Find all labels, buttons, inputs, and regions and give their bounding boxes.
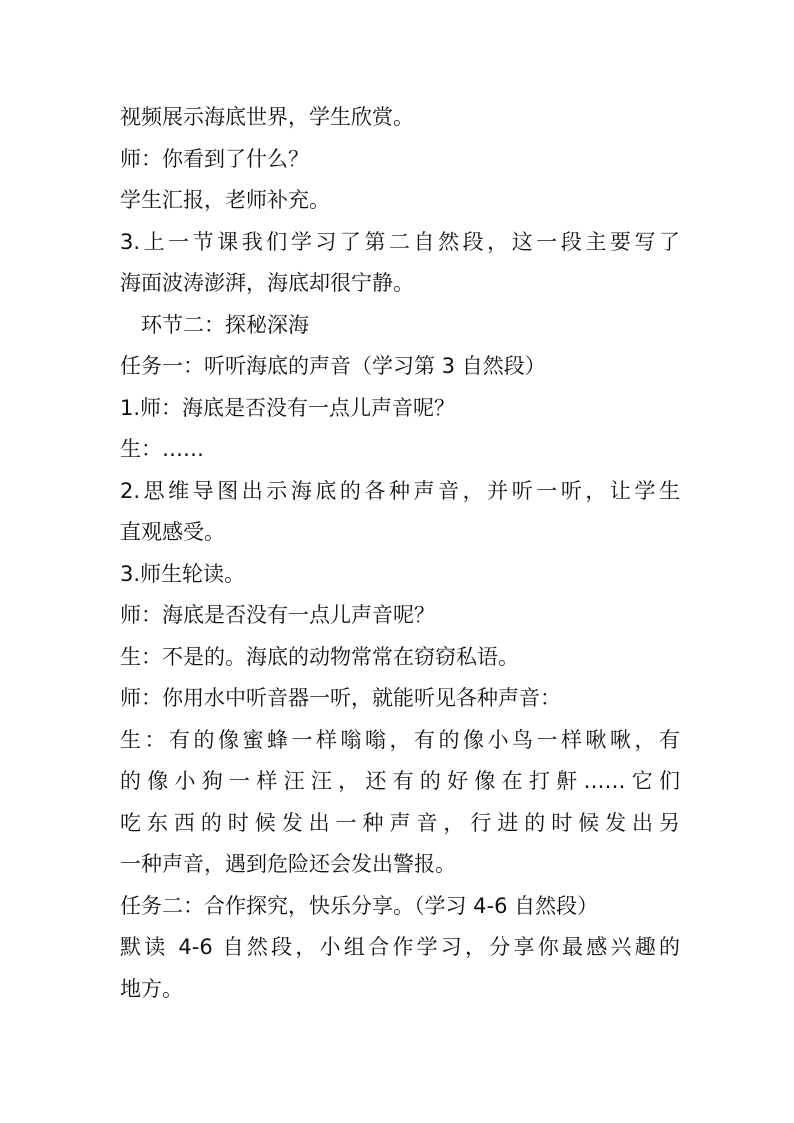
paragraph-line: 海面波涛澎湃，海底却很宁静。 [120, 271, 414, 295]
paragraph-line: 1.师：海底是否没有一点儿声音呢？ [120, 395, 456, 420]
task-heading: 任务一：听听海底的声音（学习第 3 自然段） [120, 354, 546, 378]
paragraph-line: 的像小狗一样汪汪，还有的好像在打鼾……它们 [120, 769, 680, 793]
paragraph-line: 生：…… [120, 437, 204, 461]
paragraph-line: 3.师生轮读。 [120, 561, 246, 586]
paragraph-line: 学生汇报，老师补充。 [120, 188, 330, 212]
paragraph-line: 2.思维导图出示海底的各种声音，并听一听，让学生 [120, 478, 680, 503]
paragraph-line: 直观感受。 [120, 520, 225, 544]
section-heading: 环节二：探秘深海 [141, 312, 309, 337]
paragraph-line: 默读 4-6 自然段，小组合作学习，分享你最感兴趣的 [120, 935, 680, 959]
paragraph-line: 地方。 [120, 976, 183, 1001]
paragraph-line: 师：你用水中听音器一听，就能听见各种声音： [120, 686, 561, 710]
paragraph-line: 吃东西的时候发出一种声音，行进的时候发出另 [120, 810, 680, 835]
document-body [120, 97, 680, 1010]
paragraph-line: 3.上一节课我们学习了第二自然段，这一段主要写了 [120, 229, 680, 254]
paragraph-line: 师：你看到了什么？ [120, 146, 309, 171]
paragraph-line: 生：不是的。海底的动物常常在窃窃私语。 [120, 644, 519, 669]
paragraph-line: 生：有的像蜜蜂一样嗡嗡，有的像小鸟一样啾啾，有 [120, 727, 680, 752]
paragraph-line: 视频展示海底世界，学生欣赏。 [120, 105, 414, 129]
paragraph-line: 一种声音，遇到危险还会发出警报。 [120, 852, 456, 876]
task-heading: 任务二：合作探究，快乐分享。（学习 4-6 自然段） [120, 893, 599, 918]
paragraph-line: 师：海底是否没有一点儿声音呢？ [120, 603, 435, 627]
